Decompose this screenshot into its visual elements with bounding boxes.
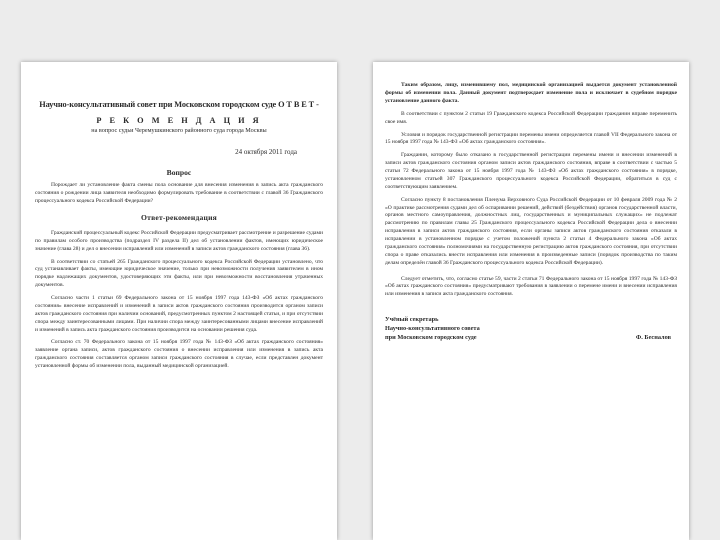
signatory-council: Научно-консультативного совета xyxy=(385,325,480,333)
signatory-name: Ф. Бесналов xyxy=(635,334,671,342)
signatory-title: Учёный секретарь xyxy=(385,316,439,324)
question-heading: Вопрос xyxy=(166,168,192,178)
answer-paragraph: Гражданский процессуальный кодекс Российской Федерации предусматривает рассмотрение и разрешение судами по правилам особого производства (подраздел IV раздела II) дел об установлении фактов, имеющих юридическое значение (глава 28) и дел о внесении исправлений или изменений в записи актов гражданского состояния (глава 36). xyxy=(35,229,323,252)
body-paragraph: Условия и порядок государственной регистрации перемены имени определяется главой VII Федерального закона от 15 ноября 1997 года № 143-ФЗ «Об актах гражданского состояния». xyxy=(385,131,677,146)
signature-block xyxy=(385,315,677,342)
body-paragraph: Гражданин, которому было отказано в государственной регистрации перемены имени и внесении изменений в записи актов гражданского состояния органом записи актов гражданского состояния, вправе в соответствии с частью 5 статьи 72 Федерального закона от 15 ноября 1997 года № 143-ФЗ «Об актах гражданского состояния» в порядке, установленном статьей 307 Гражданского процессуального кодекса Российской Федерации, обратиться в суд с соответствующим заявлением. xyxy=(385,152,677,190)
body-paragraph: Согласно пункту 8 постановления Пленума Верховного Суда Российской Федерации от 10 февраля 2009 года № 2 «О практике рассмотрения судами дел об оспаривании решений, действий (бездействия) органов государственной власти, органов местного самоуправления, должностных лиц, государственных и муниципальных служащих» не подлежат рассмотрению по правилам главы 25 Гражданского процессуального кодекса Российской Федерации дела о внесении исправления в записи актов гражданского состояния, если органы записи актов гражданского состояния отказали в исправлении в установленном порядке с учетом положений пункта 2 статьи 4 Федерального закона «Об актах гражданского состояния» полномочиями на государственную регистрацию актов гражданского состояния, при отсутствии спора о праве отказались внести исправления или изменения в произведенные записи (порядок производства по таким делам определён главой 36 Гражданского процессуального кодекса Российской Федерации). xyxy=(385,196,677,266)
answer-paragraph: Согласно части 1 статьи 69 Федерального закона от 15 ноября 1997 года 143-ФЗ «Об актах гражданского состояния» внесение исправлений и изменений в записи актов гражданского состояния производится органом записи актов гражданского состояния при наличии оснований, предусмотренных пунктом 2 настоящей статьи, и при отсутствии спора между заинтересованными лицами. При наличии спора между заинтересованными лицами внесение исправлений и изменений в запись акта гражданского состояния производится на основании решения суда. xyxy=(35,295,323,333)
document-page-right xyxy=(373,62,689,540)
conclusion-paragraph: Таким образом, лицу, изменившему пол, медицинской организацией выдается документ установленной формы об изменении пола. Данный документ подтверждает изменение пола и исключает в судебном порядке установление данного факта. xyxy=(385,82,677,104)
answer-paragraph: Согласно ст. 70 Федерального закона от 15 ноября 1997 года № 143-ФЗ «Об актах гражданского состояния» заявление органа записи, актов гражданского состояния о внесении исправления или изменения в запись акта гражданского состояния составляется органом записи гражданского состояния в случае, если представлен документ установленной формы об изменении пола, выданный медицинской организацией. xyxy=(35,339,323,370)
answer-heading: Ответ-рекомендация xyxy=(141,212,217,222)
recommendation-subtitle: на вопрос судьи Черемушкинского районного суда города Москвы xyxy=(91,127,267,135)
signatory-court: при Московском городском суде xyxy=(385,334,477,342)
council-header: Научно-консультативный совет при Московском городском суде О Т В Е Т - xyxy=(39,100,319,109)
answer-paragraph: В соответствии со статьей 265 Гражданского процессуального кодекса Российской Федерации установлено, что суд устанавливает факты, имеющие юридическое значение, только при невозможности получения заявителем в ином порядке надлежащих документов, удостоверяющих эти факты, или при невозможности восстановления утраченных документов. xyxy=(35,258,323,289)
body-paragraph: В соответствии с пунктом 2 статьи 19 Гражданского кодекса Российской Федерации гражданин вправе переменить свое имя. xyxy=(385,110,677,125)
question-text: Порождает ли установление факта смены пола основание для внесения изменения в запись акта гражданского состояния о рождении лица заявителя необходимо формулировать требование в соответствии с главой 36 Гражданского процессуального кодекса Российской Федерации? xyxy=(35,182,323,205)
document-page-left xyxy=(21,62,337,540)
closing-paragraph: Следует отметить, что, согласно статье 59, части 2 статьи 71 Федерального закона от 15 ноября 1997 года № 143-ФЗ «Об актах гражданского состояния» предусматривают требования в заявлении о перемене имени и внесении исправления или изменения в записи акта гражданского состояния. xyxy=(385,275,677,298)
document-date: 24 октября 2011 года xyxy=(235,148,297,157)
recommendation-title: Р Е К О М Е Н Д А Ц И Я xyxy=(96,116,262,126)
